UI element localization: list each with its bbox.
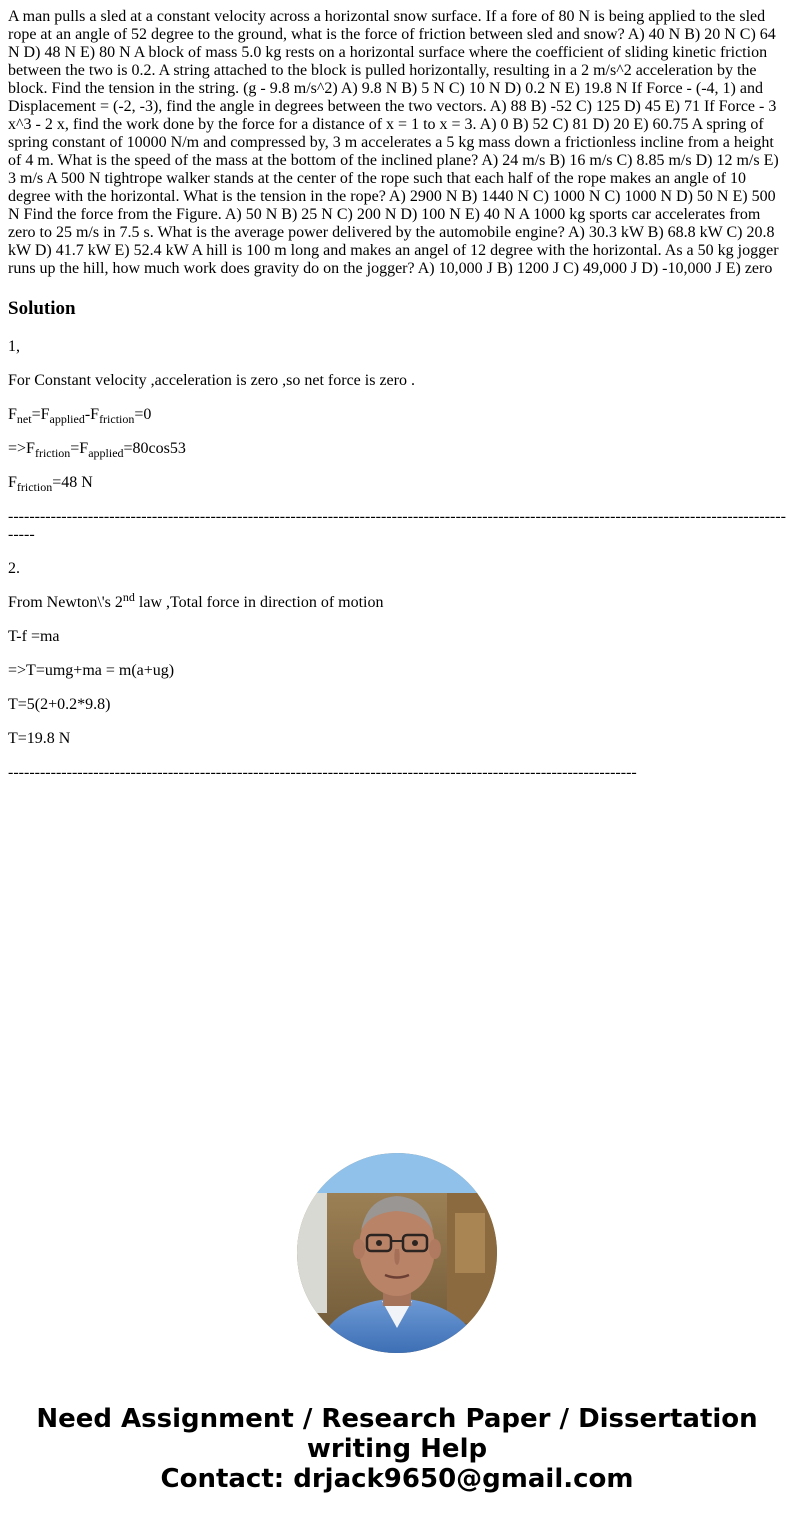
footer-line-1: Need Assignment / Research Paper / Dissertation <box>36 1404 758 1434</box>
solution-2-explanation: From Newton\'s 2nd law ,Total force in direction of motion <box>8 590 384 611</box>
solution-1-explanation: For Constant velocity ,acceleration is zero ,so net force is zero . <box>8 372 415 389</box>
equation-tension-result: T=19.8 N <box>8 730 71 747</box>
avatar <box>297 1153 497 1353</box>
equation-net-force: $F_{net}=F_{applied}-F_{friction}=0$ <box>8 406 152 426</box>
footer-contact: Contact: drjack9650@gmail.com <box>160 1464 634 1494</box>
solution-1-label: 1, <box>8 338 20 355</box>
equation-friction: $=>F_{friction}=F_{applied}=80\cos 53$ <box>8 440 186 460</box>
solution-heading: Solution <box>8 298 76 319</box>
footer-banner <box>0 1404 794 1494</box>
equation-friction-result: $F_{friction}=48$ N <box>8 474 93 494</box>
question-text: A man pulls a sled at a constant velocity across a horizontal snow surface. If a fore of 80 N is being applied to the sled rope at an angle of 52 degree to the ground, what is the force of friction between sled and snow? A) 40 N B) 20 N C) 64 N D) 48 N E) 80 N A block of mass 5.0 kg rests on a horizontal surface where the coefficient of sliding kinetic friction between the two is 0.2. A string attached to the block is pulled horizontally, resulting in a 2 m/s^2 acceleration by the block. Find the tension in the string. (g - 9.8 m/s^2) A) 9.8 N B) 5 N C) 10 N D) 0.2 N E) 19.8 N If Force - (-4, 1) and Displacement = (-2, -3), find the angle in degrees between the two vectors. A) 88 B) -52 C) 125 D) 45 E) 71 If Force - 3 x^3 - 2 x, find the work done by the force for a distance of x = 1 to x = 3. A) 0 B) 52 C) 81 D) 20 E) 60.75 A spring of spring constant of 10000 N/m and compressed by, 3 m accelerates a 5 kg mass down a frictionless incline from a height of 4 m. What is the speed of the mass at the bottom of the inclined plane? A) 24 m/s B) 16 m/s C) 8.85 m/s D) 12 m/s E) 3 m/s A 500 N tightrope walker stands at the center of the rope such that each half of the rope makes an angle of 10 degree with the horizontal. What is the tension in the rope? A) 2900 N B) 1440 N C) 1000 N C) 1000 N D) 50 N E) 500 N Find the force from the Figure. A) 50 N B) 25 N C) 200 N D) 100 N E) 40 N A 1000 kg sports car accelerates from zero to 25 m/s in 7.5 s. What is the average power delivered by the automobile engine? A) 30.3 kW B) 68.8 kW C) 20.8 kW D) 41.7 kW E) 52.4 kW A hill is 100 m long and makes an angel of 12 degree with the horizontal. As a 50 kg jogger runs up the hill, how much work does gravity do on the jogger? A) 10,000 J B) 1200 J C) 49,000 J D) -10,000 J E) zero <box>8 8 779 277</box>
author-photo <box>297 1153 497 1353</box>
solution-body <box>8 338 786 782</box>
footer-line-2: writing Help <box>306 1434 488 1464</box>
equation-tension-2: =>T=umg+ma = m(a+ug) <box>8 662 175 679</box>
equation-tension-1: T-f =ma <box>8 628 60 645</box>
divider: ---------------------------------------------------------------------------------------------------------------------- <box>8 764 637 781</box>
document-body <box>8 8 786 798</box>
solution-2-label: 2. <box>8 560 20 577</box>
equation-tension-3: T=5(2+0.2*9.8) <box>8 696 111 713</box>
divider: ------------------------------------------------------------------------------------------------------------------------------------------------------- <box>8 508 786 543</box>
